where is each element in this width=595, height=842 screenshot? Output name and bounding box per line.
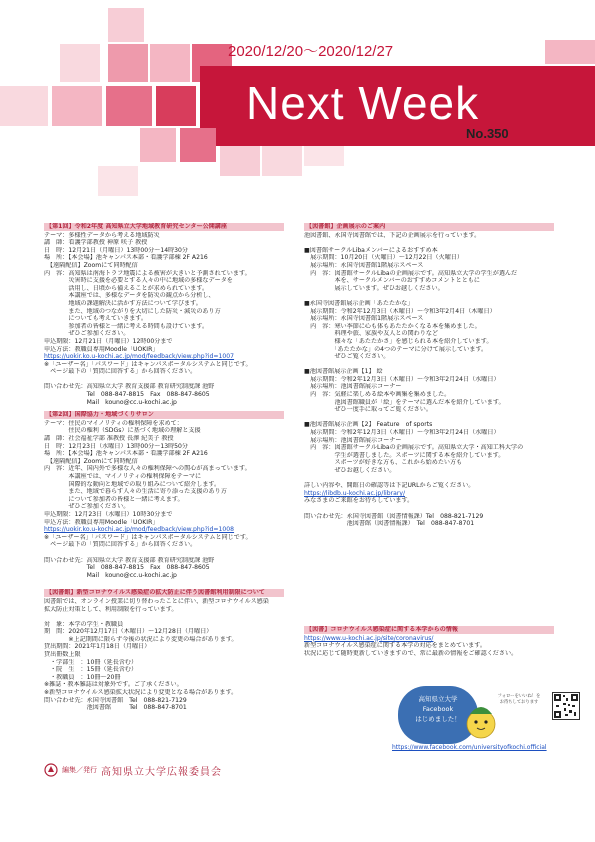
text-line: ・院 生 ：15冊（延長含む） <box>44 666 138 674</box>
text-line: 参加者の皆様と一緒に考える時間も設けています。 <box>44 322 209 330</box>
text-line: 料理や旅、家族や友人との関わりなど <box>304 330 439 338</box>
text-line: 展示場所：永国寺図書館1階展示スペース <box>304 315 424 323</box>
date-range: 2020/12/20～2020/12/27 <box>228 43 394 60</box>
text-line: 図書館では、オンライン授業に切り替わったことに伴い、新型コロナウイルス感染 <box>44 597 269 605</box>
newsletter-title: Next Week <box>246 77 480 129</box>
text-line: ぜひご参加ください。 <box>44 330 130 338</box>
text-line: 住民の権利（SDGs）に基づく地域の理解と支援 <box>44 427 201 435</box>
text-line: ページ最下の「質問に回答する」から回答ください。 <box>44 368 197 376</box>
library-link[interactable]: https://libdb.u-kochi.ac.jp/library/ <box>304 489 406 497</box>
text-line <box>44 376 284 384</box>
text-line: 内 容：気軽に楽しめる絵本や画集を集めました。 <box>304 391 451 399</box>
text-line: みなさまのご来館をお待ちしています。 <box>304 497 414 505</box>
badge-line: はじめました！ <box>415 715 461 723</box>
text-line: 【遠隔配信】Zoomにて同時配信 <box>44 457 138 465</box>
text-line: ぜひ一度手に取ってご覧ください。 <box>304 406 432 414</box>
text-line: 状況に応じて随時更新していきますので、常に最新の情報をご確認ください。 <box>304 649 518 657</box>
text-line: 内 容：寒い季節に心も体もあたたかくなる本を集めました。 <box>304 322 481 330</box>
text-line: について参加者の皆様と一緒に考えます。 <box>44 495 184 503</box>
text-line: 講 師：看護学部教授 神原 咲子 教授 <box>44 239 148 247</box>
text-line: ページ最下の「質問に回答する」から回答ください。 <box>44 541 197 549</box>
text-line: ■図書館サークルLibaメンバーによるおすすめ本 <box>304 246 438 254</box>
text-line: 展示期間：令和2年12月3日（木曜日）～令和3年2月24日（水曜日） <box>304 375 500 383</box>
follow-line: お待ちしております <box>499 700 539 705</box>
badge-line: 高知県立大学 <box>418 695 458 703</box>
text-line: ■池図書館展示企画【2】 Feature of sports <box>304 421 433 429</box>
right-column <box>304 223 554 528</box>
contact-line: Tel 088-847-8815 Fax 088-847-8605 <box>44 391 210 399</box>
text-line: 場 所：【本会場】池キャンパス本部・看護学部棟 2F A216 <box>44 254 208 262</box>
text-line: 池図書館、永国寺図書館では、下記の企画展示を行っています。 <box>304 231 481 239</box>
text-line: 池図書館職員が「絵」をテーマに選んだ本を紹介しています。 <box>304 398 505 406</box>
text-line: 展示期間：令和2年12月3日（木曜日）～令和3年2月4日（木曜日） <box>304 307 496 315</box>
lecture-block-1 <box>44 223 284 406</box>
section-heading: 【図書館】企画展示のご案内 <box>304 223 554 231</box>
text-line: 展示場所：池図書館展示コーナー <box>304 383 402 391</box>
text-line: 展示場所：永国寺図書館1階展示スペース <box>304 261 424 269</box>
text-line: 内 容：図書館サークルLibaの企画展示です。高知県立大学・高知工科大学の <box>304 444 524 452</box>
text-line: 申込期限：12月23日（水曜日）10時30分まで <box>44 510 173 518</box>
text-line: 地域の課題解決に活かす方法について学びます。 <box>44 299 202 307</box>
text-line: 学生が選書しました。スポーツに関する本を紹介しています。 <box>304 451 505 459</box>
text-line: テーマ：住民のマイノリティの権利保障を求めて： <box>44 419 183 427</box>
badge-line: Facebook <box>422 705 454 713</box>
text-line: 様々な「あたたかさ」を感じられる本を紹介しています。 <box>304 337 493 345</box>
text-line: 本講座では、多様なデータを防災の観点から分析し、 <box>44 292 215 300</box>
text-line: 展示期間：10月20日（火曜日）～12月22日（火曜日） <box>304 254 463 262</box>
contact-line: 問い合わせ先：永国寺図書館 Tel 088-821-7129 <box>44 696 187 704</box>
text-line: 【遠隔配信】Zoomにて同時配信 <box>44 261 138 269</box>
corona-info-block <box>304 626 554 657</box>
text-line: 本講座では、マイノリティの権利保障をテーマに <box>44 473 202 480</box>
text-line: 拡大防止対策として、利用制限を行っています。 <box>44 605 178 613</box>
corona-info-link[interactable]: https://www.u-kochi.ac.jp/site/coronavirus/ <box>304 634 434 642</box>
issue-number: No.350 <box>466 126 509 141</box>
contact-line: 池図書館（図書情報課） Tel 088-847-8701 <box>304 520 475 528</box>
university-seal-icon <box>44 763 58 777</box>
text-line: 「あたたかな」の4つのテーマに分けて展示しています。 <box>304 345 488 353</box>
text-line: 活用し、日頃から備えることが求められています。 <box>44 284 209 292</box>
text-line: 展示場所：池図書館展示コーナー <box>304 436 402 444</box>
text-line: 日 時：12月23日（水曜日）13時00分～13時50分 <box>44 442 189 450</box>
text-line: 申込期限：12月21日（月曜日）12時00分まで <box>44 337 173 345</box>
text-line: 内 容：高知県は南海トラフ地震による被害が大きいと予測されています。 <box>44 269 251 277</box>
section-heading: 【第1回】令和2年度 高知県立大学地域教育研究センター公開講座 <box>44 223 284 231</box>
text-line: 内 容：図書館サークルLibaの企画展示です。高知県立大学の学生が選んだ <box>304 269 518 277</box>
left-column <box>44 223 284 712</box>
contact-line: Tel 088-847-8815 Fax 088-847-8605 <box>44 564 210 572</box>
text-line: 場 所：【本会場】池キャンパス本部・看護学部棟 2F A216 <box>44 450 208 458</box>
section-heading: 【第2回】国際協力・地域づくりサロン <box>44 411 284 419</box>
contact-line: 問い合わせ先：高知県立大学 教育支援部 教育研究制度課 池野 <box>44 383 215 391</box>
moodle-link[interactable]: https://uokir.ko.u-kochi.ac.jp/mod/feedback/view.php?id=1008 <box>44 526 235 534</box>
lecture-block-2 <box>44 411 284 579</box>
footer <box>44 762 222 778</box>
text-line: 国際的な動向と地域での取り組みについて紹介します。 <box>44 480 221 488</box>
text-line: 展示期間：令和2年12月3日（木曜日）～令和3年2月24日（水曜日） <box>304 429 500 437</box>
text-line: 内 容：近年、国内外で多様な人々の権利保障への関心が高まっています。 <box>44 465 251 473</box>
text-line: ※上記期間に限らず今後の状況により変更の場合があります。 <box>44 635 238 643</box>
text-line: テーマ：多様性データから考える地域防災 <box>44 231 160 239</box>
text-line: ※「ユーザー名」「パスワード」はキャンパスポータルシステムと同じです。 <box>44 533 252 541</box>
text-line: についても考えていきます。 <box>44 315 147 323</box>
facebook-link[interactable]: https://www.facebook.com/universityofkochi.official <box>392 744 547 751</box>
text-line <box>304 505 554 513</box>
section-heading: 【図書】コロナウイルス感染症に関する本学からの情報 <box>304 626 554 634</box>
contact-line: 問い合わせ先：高知県立大学 教育支援部 教育研究制度課 池野 <box>44 556 215 564</box>
text-line: ・学部生 ：10冊（延長含む） <box>44 658 138 666</box>
qr-code-icon[interactable] <box>552 692 580 720</box>
text-line: 期 間：2020年12月17日（木曜日）～12月28日（月曜日） <box>44 628 213 636</box>
text-line: 展示しています。ぜひお越しください。 <box>304 284 444 292</box>
section-heading: 【図書館】新型コロナウイルス感染症の拡大防止に伴う図書館利用制限について <box>44 589 284 597</box>
text-line: ※「ユーザー名」「パスワード」はキャンパスポータルシステムと同じです。 <box>44 360 252 368</box>
mascot-icon <box>462 700 500 740</box>
text-line <box>304 361 554 369</box>
text-line <box>304 414 554 422</box>
contact-line: Mail kouno@cc.u-kochi.ac.jp <box>44 571 177 579</box>
text-line: 本を、サークルメンバーのおすすめコメントとともに <box>304 277 480 285</box>
text-line <box>44 613 284 621</box>
text-line: また、地域で暮らす人々の生活に寄り添った支援のあり方 <box>44 488 227 496</box>
text-line: ぜひお越しください。 <box>304 467 396 474</box>
publisher-name: 高知県立大学広報委員会 <box>101 766 222 778</box>
text-line: 講 師：社会福祉学部 准教授 長澤 紀美子 教授 <box>44 435 174 443</box>
publisher-label: 編集／発行 <box>62 766 97 774</box>
text-line: 申込方法：教職員専用Moodle「UOKIR」 <box>44 345 159 353</box>
text-line: ■永国寺図書館展示企画「あたたかな」 <box>304 299 414 307</box>
text-line: ※新型コロナウイルス感染拡大状況により変更となる場合があります。 <box>44 689 238 697</box>
text-line: ※雑誌・教本雑誌は対象外です。ご了承ください。 <box>44 681 183 689</box>
text-line: ぜひご覧ください。 <box>304 353 390 361</box>
text-line: 災害時に支援を必要とする人々の中に地域の多様なデータを <box>44 277 233 285</box>
text-line: 詳しい内容や、開館日の確認等は下記URLからご覧ください。 <box>304 482 475 490</box>
text-line: また、地域のつながりを大切にした防災・減災のあり方 <box>44 307 221 315</box>
text-line: ・教職員 ：10冊～20冊 <box>44 673 121 681</box>
text-line: 貸出期間：2021年1月18日（月曜日） <box>44 643 151 651</box>
text-line: ■池図書館展示企画【1】 絵 <box>304 368 383 376</box>
text-line: ぜひご参加ください。 <box>44 503 130 511</box>
library-notice-block <box>44 589 284 712</box>
text-line <box>304 475 554 483</box>
text-line: 対 象：本学の学生・教職員 <box>44 620 124 628</box>
text-line: 貸出冊数上限 <box>44 651 81 659</box>
follow-message <box>490 694 548 706</box>
text-line <box>304 292 554 300</box>
contact-line: 問い合わせ先：永国寺図書館（図書情報課）Tel 088-821-7129 <box>304 512 484 520</box>
text-line: スポーツが好きな方も、これから始めたい方も <box>304 459 463 467</box>
contact-line: Mail kouno@cc.u-kochi.ac.jp <box>44 398 177 406</box>
follow-line: フォローをいいね！を <box>497 694 541 699</box>
text-line: 日 時：12月21日（月曜日）13時00分～14時30分 <box>44 246 189 254</box>
moodle-link[interactable]: https://uokir.ko.u-kochi.ac.jp/mod/feedback/view.php?id=1007 <box>44 353 235 361</box>
text-line: 申込方法：教職員専用Moodle「UOKIR」 <box>44 518 159 526</box>
text-line <box>44 549 284 557</box>
contact-line: 池図書館 Tel 088-847-8701 <box>44 704 187 712</box>
text-line <box>304 239 554 247</box>
library-exhibit-block <box>304 223 554 528</box>
text-line: 新型コロナウイルス感染症に関する本学の対応をまとめています。 <box>304 642 486 650</box>
